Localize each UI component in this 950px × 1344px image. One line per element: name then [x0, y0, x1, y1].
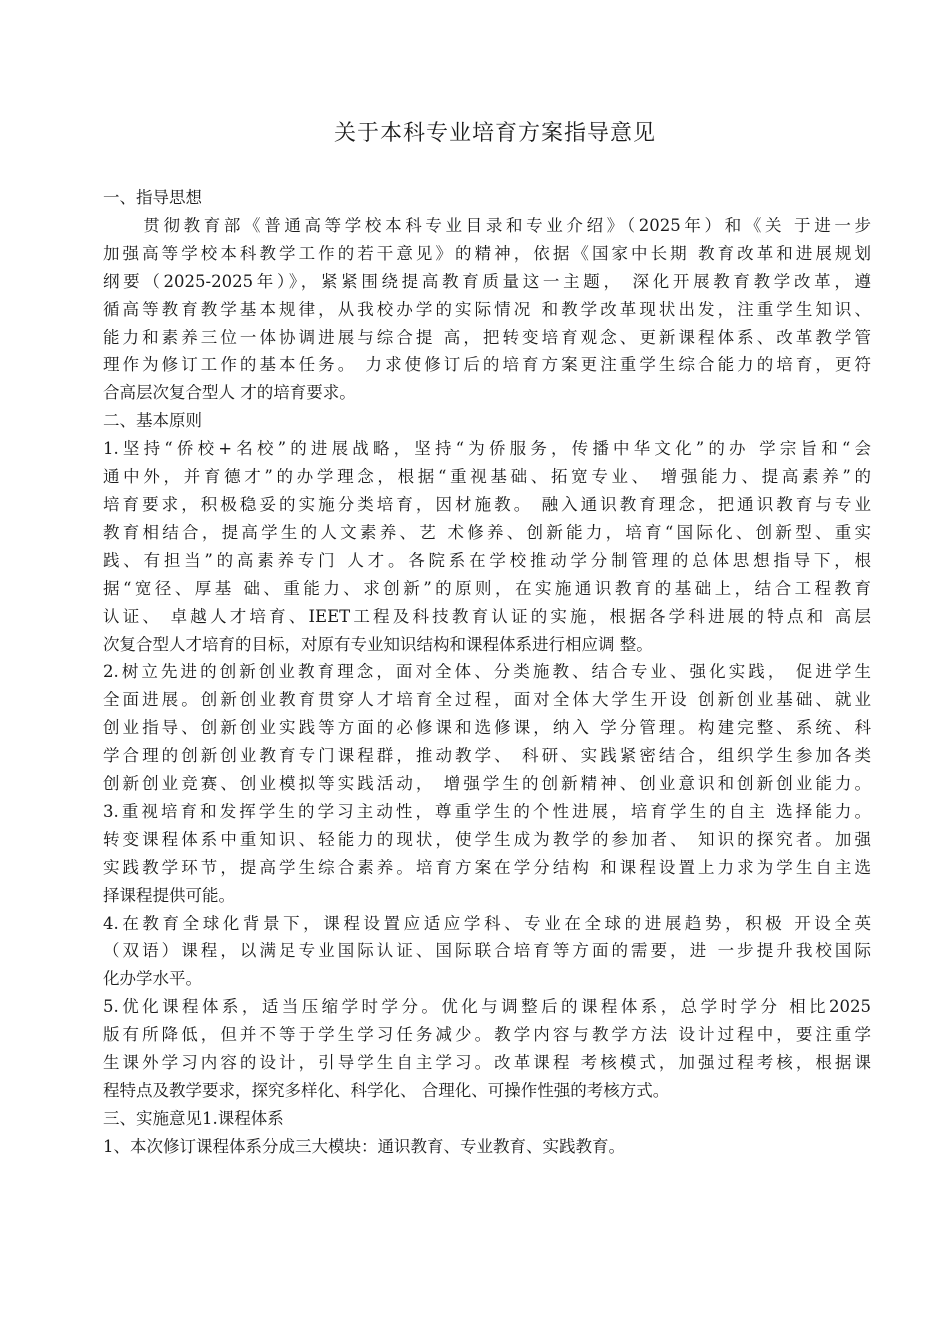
paragraph-line: 全面进展。创新创业教育贯穿人才培育全过程，面对全体大学生开设 创新创业基础、就业: [103, 690, 871, 710]
paragraph-line: 能力和素养三位一体协调进展与综合提 高，把转变培育观念、更新课程体系、改革教学管: [103, 327, 871, 347]
paragraph-line: 加强高等学校本科教学工作的若干意见》的精神，依据《国家中长期 教育改革和进展规划: [103, 243, 871, 263]
paragraph-line: 培育要求，积极稳妥的实施分类培育，因材施教。 融入通识教育理念，把通识教育与专业: [103, 494, 871, 514]
paragraph-line: 理作为修订工作的基本任务。 力求使修订后的培育方案更注重学生综合能力的培育，更符: [103, 355, 871, 375]
paragraph-line: 教育相结合，提高学生的人文素养、艺 术修养、创新能力，培育“国际化、创新型、重实: [103, 522, 871, 542]
paragraph-line: 版有所降低，但并不等于学生学习任务减少。教学内容与教学方法 设计过程中，要注重学: [103, 1025, 871, 1045]
paragraph-line: 循高等教育教学基本规律，从我校办学的实际情况 和教学改革现状出发，注重学生知识、: [103, 299, 871, 319]
paragraph-line: 创业指导、创新创业实践等方面的必修课和选修课，纳入 学分管理。构建完整、系统、科: [103, 718, 871, 738]
paragraph-line: （双语）课程，以满足专业国际认证、国际联合培育等方面的需要，进 一步提升我校国际: [103, 941, 871, 961]
paragraph-line: 1、本次修订课程体系分成三大模块：通识教育、专业教育、实践教育。: [103, 1136, 625, 1156]
paragraph-line: 实践教学环节，提高学生综合素养。培育方案在学分结构 和课程设置上力求为学生自主选: [103, 857, 871, 877]
paragraph-line: 据“宽径、厚基 础、重能力、求创新”的原则，在实施通识教育的基础上，结合工程教育: [103, 578, 871, 598]
paragraph-line: 3.重视培育和发挥学生的学习主动性，尊重学生的个性进展，培育学生的自主 选择能力。: [103, 801, 871, 821]
document-title: 关于本科专业培育方案指导意见: [333, 121, 656, 146]
paragraph-line: 4.在教育全球化背景下，课程设置应适应学科、专业在全球的进展趋势，积极 开设全英: [103, 913, 871, 933]
paragraph-line: 合高层次复合型人 才的培育要求。: [103, 383, 356, 403]
paragraph-line: 创新创业竞赛、创业模拟等实践活动， 增强学生的创新精神、创业意识和创新创业能力。: [103, 774, 871, 794]
paragraph-line: 次复合型人才培育的目标，对原有专业知识结构和课程体系进行相应调 整。: [103, 634, 653, 654]
document-body: [103, 184, 871, 1161]
paragraph-line: 2.树立先进的创新创业教育理念，面对全体、分类施教、结合专业、强化实践， 促进学生: [103, 662, 871, 682]
paragraph-line: 纲要（2025-2025年）》，紧紧围绕提高教育质量这一主题， 深化开展教育教学改革，遵: [103, 271, 871, 291]
paragraph-line: 贯彻教育部《普通高等学校本科专业目录和专业介绍》（2025年）和《关 于进一步: [103, 215, 871, 235]
paragraph-line: 学合理的创新创业教育专门课程群，推动教学、 科研、实践紧密结合，组织学生参加各类: [103, 746, 871, 766]
paragraph-line: 化办学水平。: [103, 969, 202, 989]
document-page: [103, 112, 871, 1161]
paragraph-line: 转变课程体系中重知识、轻能力的现状，使学生成为教学的参加者、 知识的探究者。加强: [103, 829, 871, 849]
paragraph-line: 认证、 卓越人才培育、IEET工程及科技教育认证的实施，根据各学科进展的特点和 高层: [103, 606, 871, 626]
section-heading: 二、基本原则: [103, 411, 202, 431]
section-heading: 三、实施意见1.课程体系: [103, 1108, 284, 1128]
section-heading: 一、指导思想: [103, 188, 202, 207]
paragraph-line: 生课外学习内容的设计，引导学生自主学习。改革课程 考核模式，加强过程考核，根据课: [103, 1053, 871, 1073]
paragraph-line: 择课程提供可能。: [103, 885, 235, 905]
paragraph-line: 5.优化课程体系，适当压缩学时学分。优化与调整后的课程体系，总学时学分 相比2025: [103, 997, 871, 1017]
paragraph-line: 1.坚持“侨校+名校”的进展战略，坚持“为侨服务，传播中华文化”的办 学宗旨和“会: [103, 439, 871, 459]
paragraph-line: 通中外，并育德才”的办学理念，根据“重视基础、拓宽专业、 增强能力、提高素养”的: [103, 467, 871, 487]
paragraph-line: 践、有担当”的高素养专门 人才。各院系在学校推动学分制管理的总体思想指导下，根: [103, 550, 871, 570]
paragraph-line: 程特点及教学要求，探究多样化、科学化、 合理化、可操作性强的考核方式。: [103, 1081, 670, 1100]
